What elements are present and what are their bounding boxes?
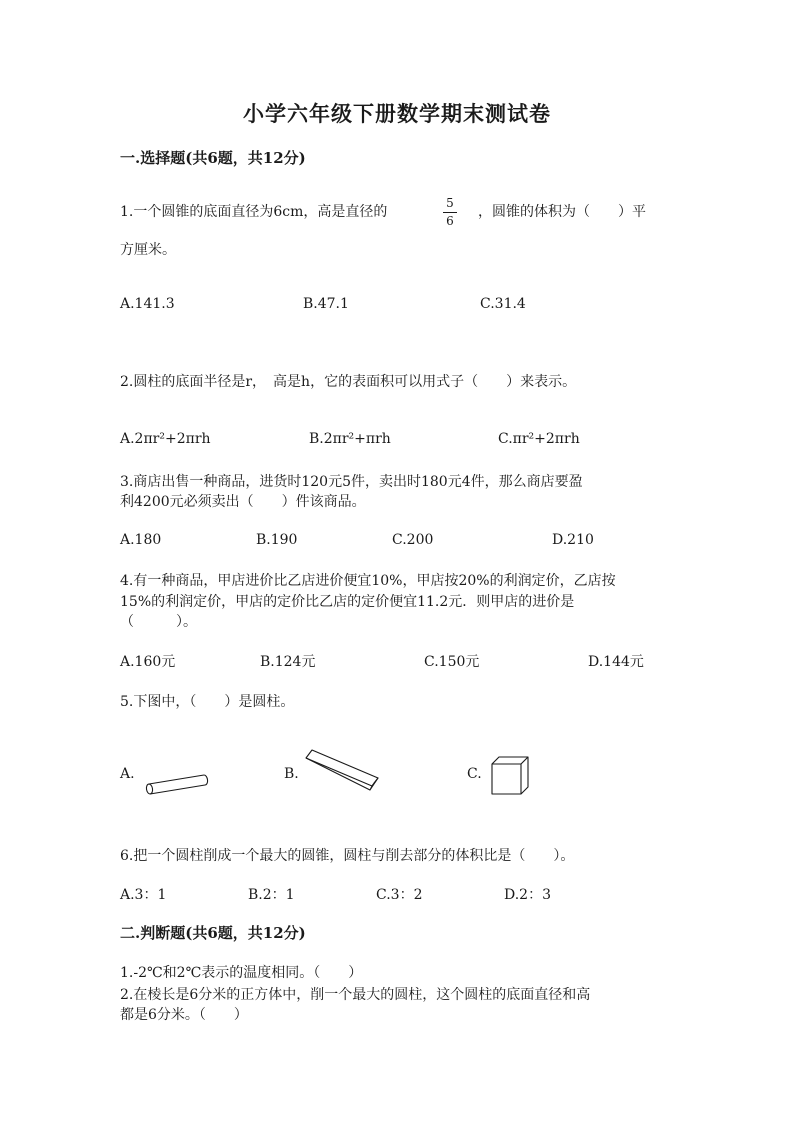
question-1-text-part3: 方厘米。 xyxy=(120,242,176,258)
q3-option-b[interactable]: B.190 xyxy=(256,532,298,548)
page-title: 小学六年级下册数学期末测试卷 xyxy=(243,101,551,126)
question-2-text: 2.圆柱的底面半径是r， 高是h，它的表面积可以用式子（ ）来表示。 xyxy=(120,374,577,390)
q2-option-b[interactable]: B.2πr²+πrh xyxy=(309,431,391,447)
q6-option-d[interactable]: D.2：3 xyxy=(504,887,551,903)
q5-option-c[interactable]: C. xyxy=(467,766,482,782)
judgment-2-line2: 都是6分米。（ ） xyxy=(120,1007,248,1023)
q3-option-a[interactable]: A.180 xyxy=(120,532,162,548)
q3-option-c[interactable]: C.200 xyxy=(392,532,434,548)
question-4-line2: 15%的利润定价，甲店的定价比乙店的定价便宜11.2元．则甲店的进价是 xyxy=(120,594,575,610)
question-1-text-part1: 1.一个圆锥的底面直径为6cm，高是直径的 xyxy=(120,204,388,220)
judgment-1-text: 1.-2℃和2℃表示的温度相同。（ ） xyxy=(120,965,363,981)
section-heading-judgment: 二.判断题(共6题，共12分) xyxy=(120,924,306,942)
thin-cylinder-icon xyxy=(143,772,209,798)
question-3-line2: 利4200元必须卖出（ ）件该商品。 xyxy=(120,494,366,510)
fraction-numerator: 5 xyxy=(446,196,454,210)
fraction-denominator: 6 xyxy=(446,214,454,228)
question-3-line1: 3.商店出售一种商品，进货时120元5件，卖出时180元4件，那么商店要盈 xyxy=(120,474,583,490)
fraction-five-sixths xyxy=(443,196,457,229)
question-4-line1: 4.有一种商品，甲店进价比乙店进价便宜10%，甲店按20%的利润定价，乙店按 xyxy=(120,573,616,589)
q4-option-b[interactable]: B.124元 xyxy=(260,654,316,670)
q1-option-c[interactable]: C.31.4 xyxy=(480,296,526,312)
question-4-line3: （ ）。 xyxy=(120,614,197,630)
q2-option-c[interactable]: C.πr²+2πrh xyxy=(498,431,580,447)
q4-option-a[interactable]: A.160元 xyxy=(120,654,176,670)
q6-option-a[interactable]: A.3：1 xyxy=(120,887,167,903)
question-1-text-part2: ，圆锥的体积为（ ）平 xyxy=(478,204,646,220)
judgment-2-line1: 2.在棱长是6分米的正方体中，削一个最大的圆柱，这个圆柱的底面直径和高 xyxy=(120,987,591,1003)
fraction-bar xyxy=(443,212,457,213)
q6-option-c[interactable]: C.3：2 xyxy=(376,887,423,903)
q1-option-b[interactable]: B.47.1 xyxy=(303,296,349,312)
q1-option-a[interactable]: A.141.3 xyxy=(120,296,175,312)
q4-option-c[interactable]: C.150元 xyxy=(424,654,480,670)
q5-option-b[interactable]: B. xyxy=(284,766,299,782)
cube-icon xyxy=(490,756,530,796)
question-5-text: 5.下图中，（ ）是圆柱。 xyxy=(120,694,295,710)
q6-option-b[interactable]: B.2：1 xyxy=(248,887,295,903)
q3-option-d[interactable]: D.210 xyxy=(552,532,594,548)
q5-option-a[interactable]: A. xyxy=(120,766,135,782)
q4-option-d[interactable]: D.144元 xyxy=(588,654,644,670)
question-6-text: 6.把一个圆柱削成一个最大的圆锥，圆柱与削去部分的体积比是（ ）。 xyxy=(120,848,575,864)
section-heading-choice: 一.选择题(共6题，共12分) xyxy=(120,149,306,167)
q2-option-a[interactable]: A.2πr²+2πrh xyxy=(120,431,211,447)
triangular-prism-icon xyxy=(302,748,382,794)
